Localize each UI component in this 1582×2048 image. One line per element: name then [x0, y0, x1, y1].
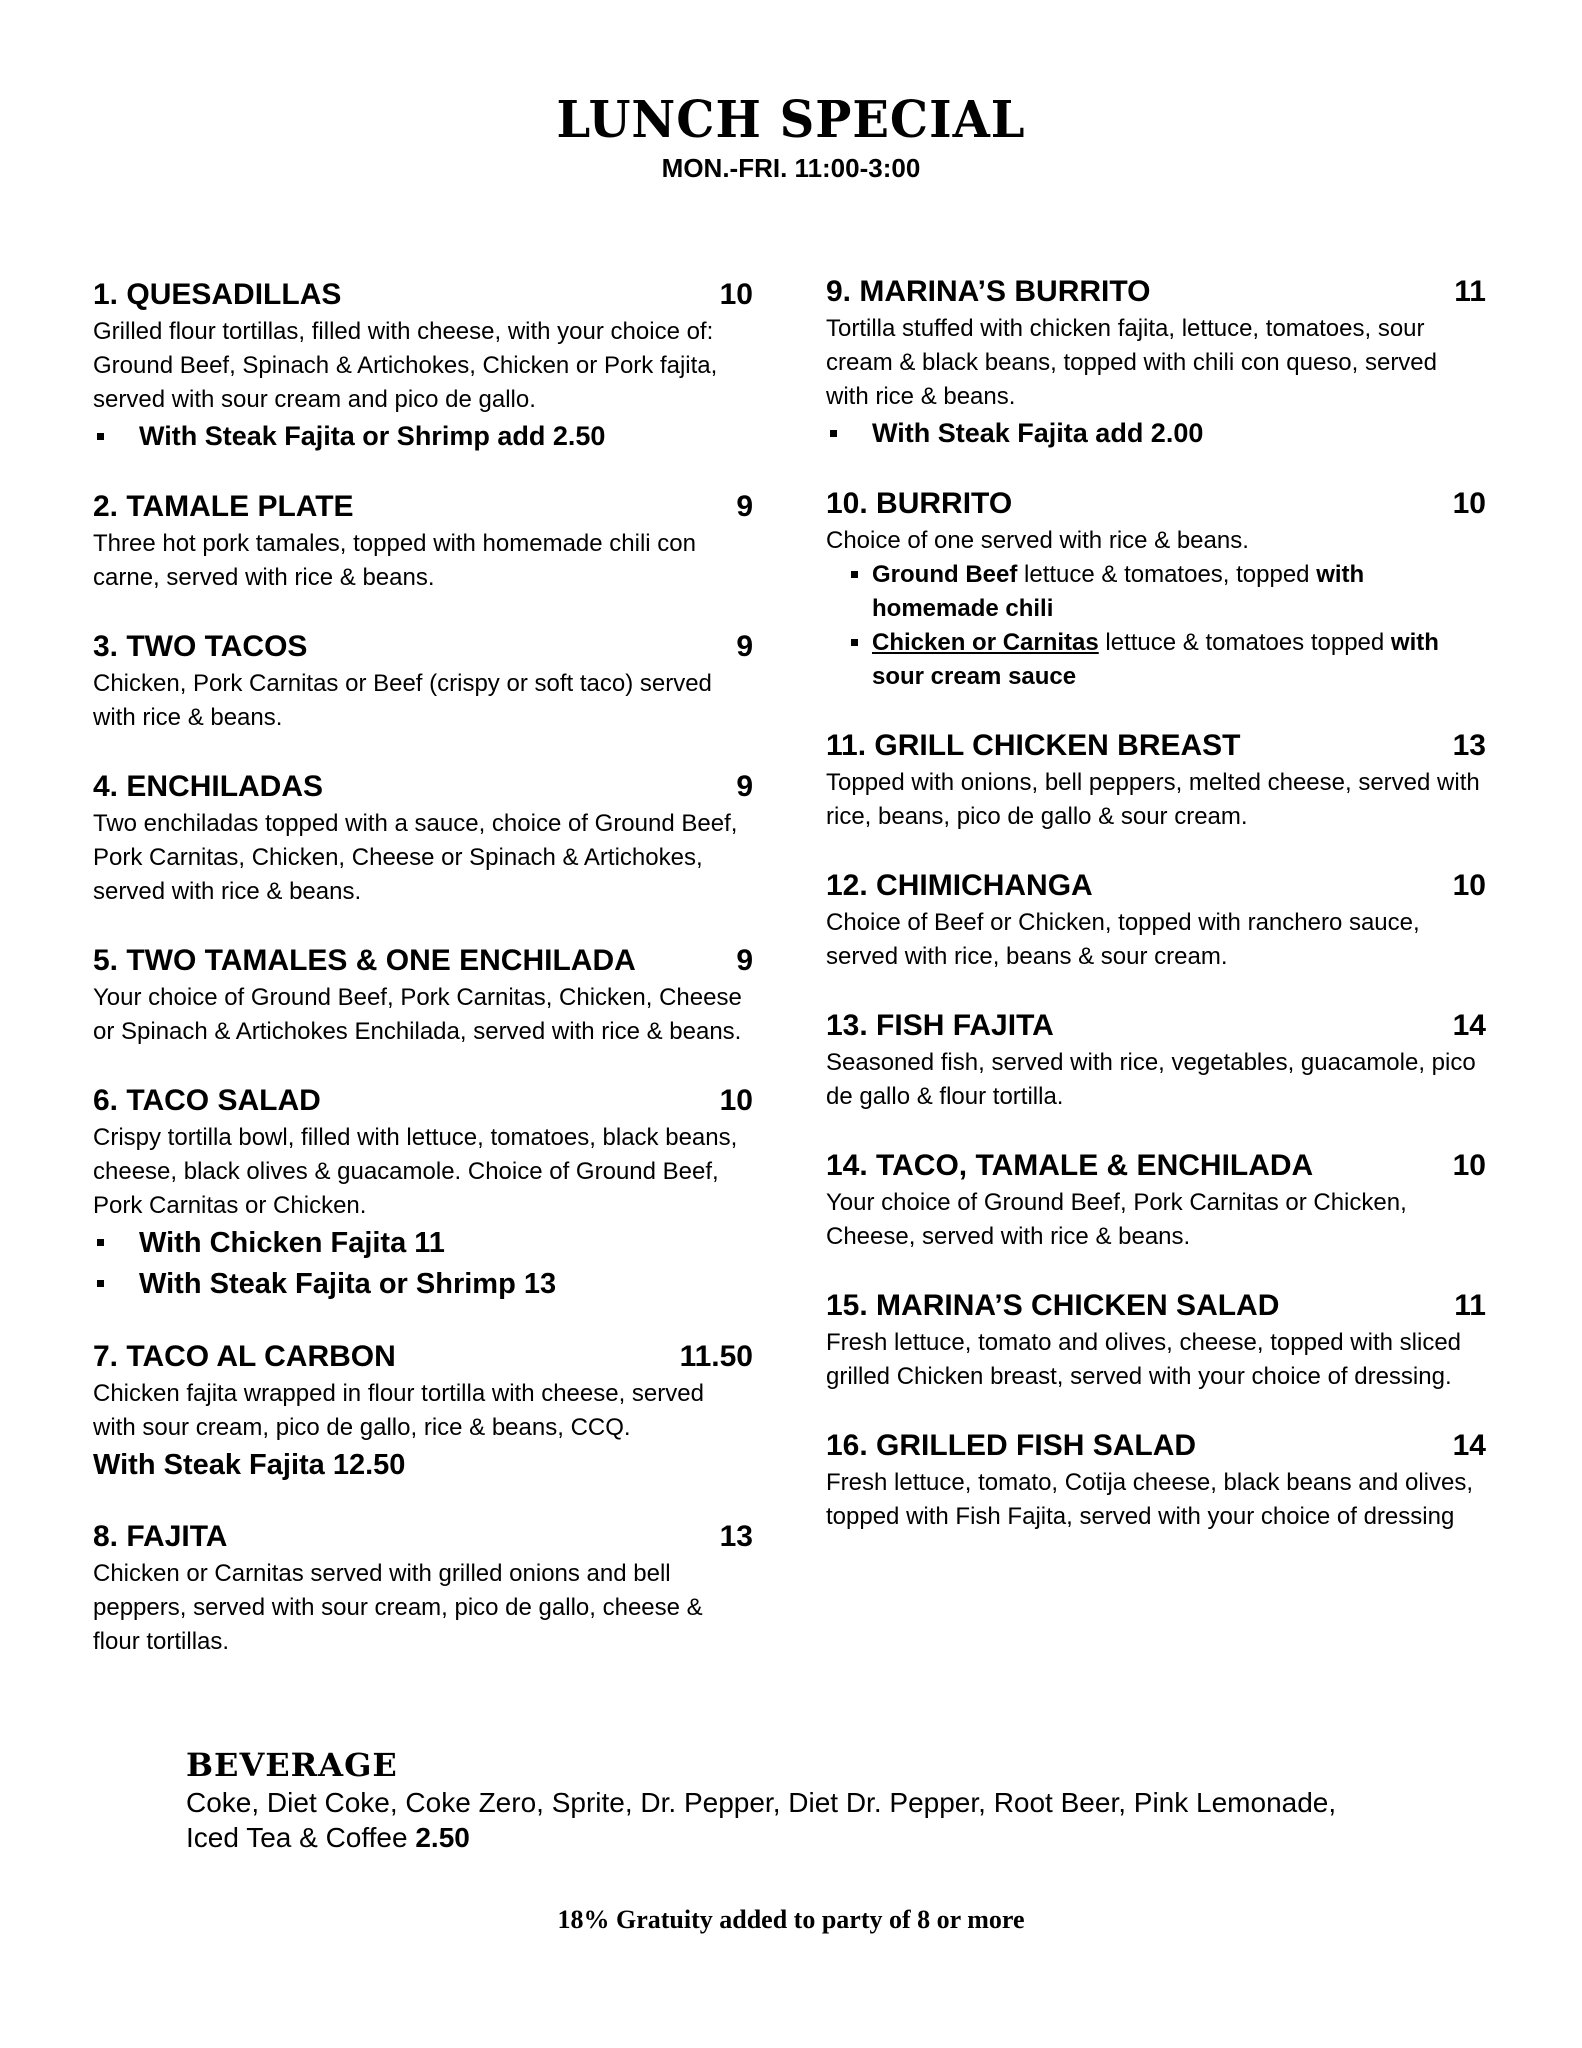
addon-item: With Steak Fajita or Shrimp add 2.50: [93, 417, 753, 455]
menu-item: [93, 1081, 753, 1305]
left-menu-column: [93, 275, 753, 1691]
beverage-title: BEVERAGE: [186, 1746, 398, 1784]
menu-item-price: 10: [719, 278, 753, 311]
menu-item: [93, 941, 753, 1049]
option-toppings: lettuce & tomatoes, topped: [1017, 561, 1317, 588]
menu-item-name: 13. FISH FAJITA: [826, 1009, 1054, 1042]
addon-list: [93, 417, 753, 455]
menu-item-name: 9. MARINA’S BURRITO: [826, 275, 1151, 308]
menu-item-header: [826, 1286, 1486, 1326]
menu-item-description: Fresh lettuce, tomato, Cotija cheese, black beans and olives, topped with Fish Fajita, served with your choice of dressing: [826, 1469, 1474, 1530]
beverage-list: [186, 1785, 1386, 1855]
menu-item-description: Chicken fajita wrapped in flour tortilla with cheese, served with sour cream, pico de gallo, rice & beans, CCQ.: [93, 1380, 704, 1441]
menu-item-header: [826, 726, 1486, 766]
menu-item-description: Chicken, Pork Carnitas or Beef (crispy or soft taco) served with rice & beans.: [93, 670, 712, 731]
menu-item-price: 11: [1454, 1289, 1486, 1322]
menu-item: [826, 1426, 1486, 1534]
menu-item-name: 12. CHIMICHANGA: [826, 869, 1093, 902]
menu-item: [93, 767, 753, 909]
beverage-price: 2.50: [415, 1822, 470, 1853]
menu-item-price: 10: [719, 1084, 753, 1117]
menu-item-description: Tortilla stuffed with chicken fajita, lettuce, tomatoes, sour cream & black beans, topped with chili con queso, served with rice & beans.: [826, 315, 1438, 410]
addon-item: With Chicken Fajita 11: [93, 1223, 753, 1264]
menu-item-header: [93, 275, 753, 315]
menu-item-header: [93, 1337, 753, 1377]
menu-item-name: 5. TWO TAMALES & ONE ENCHILADA: [93, 944, 636, 977]
menu-item-description: Choice of one served with rice & beans.: [826, 527, 1249, 554]
menu-item-name: 15. MARINA’S CHICKEN SALAD: [826, 1289, 1280, 1322]
menu-item-price: 11.50: [679, 1340, 753, 1373]
right-menu-column: [826, 272, 1486, 1566]
beverage-section: [186, 1745, 1386, 1855]
menu-item-description: Seasoned fish, served with rice, vegetables, guacamole, pico de gallo & flour tortilla.: [826, 1049, 1476, 1110]
addon-list: [93, 1223, 753, 1305]
menu-item-name: 10. BURRITO: [826, 487, 1013, 520]
hours-subtitle: MON.-FRI. 11:00-3:00: [661, 153, 921, 183]
menu-item-header: [93, 767, 753, 807]
option-sauce: with homemade chili: [872, 561, 1365, 622]
menu-item: [826, 1146, 1486, 1254]
option-sauce: with sour cream sauce: [872, 629, 1439, 690]
menu-item: [93, 1337, 753, 1485]
menu-item-price: 9: [736, 490, 753, 523]
burrito-option: [826, 558, 1486, 626]
menu-item-description: Your choice of Ground Beef, Pork Carnitas, Chicken, Cheese or Spinach & Artichokes Enchilada, served with rice & beans.: [93, 984, 742, 1045]
menu-item-price: 14: [1452, 1429, 1486, 1462]
menu-item-name: 2. TAMALE PLATE: [93, 490, 354, 523]
menu-item-description: Chicken or Carnitas served with grilled onions and bell peppers, served with sour cream, pico de gallo, cheese & flour tortillas.: [93, 1560, 703, 1655]
menu-item-price: 10: [1452, 869, 1486, 902]
menu-item-price: 11: [1454, 275, 1486, 308]
menu-item-description: Fresh lettuce, tomato and olives, cheese, topped with sliced grilled Chicken breast, served with your choice of dressing.: [826, 1329, 1462, 1390]
menu-item: [93, 1517, 753, 1659]
menu-item-description: Three hot pork tamales, topped with homemade chili con carne, served with rice & beans.: [93, 530, 696, 591]
menu-item: [93, 487, 753, 595]
menu-item: [826, 1006, 1486, 1114]
menu-item: [826, 272, 1486, 452]
menu-item-header: [93, 487, 753, 527]
menu-item-header: [93, 627, 753, 667]
menu-item-description: Grilled flour tortillas, filled with cheese, with your choice of: Ground Beef, Spinach & Artichokes, Chicken or Pork fajita, served with sour cream and pico de gallo.: [93, 318, 718, 413]
menu-item-price: 9: [736, 630, 753, 663]
menu-item: [93, 627, 753, 735]
menu-item-header: [826, 866, 1486, 906]
addon-item: With Steak Fajita add 2.00: [826, 414, 1486, 452]
menu-item-price: 9: [736, 770, 753, 803]
menu-item-header: [826, 1426, 1486, 1466]
beverage-items: Coke, Diet Coke, Coke Zero, Sprite, Dr. Pepper, Diet Dr. Pepper, Root Beer, Pink Lemonade, Iced Tea & Coffee: [186, 1787, 1337, 1853]
menu-item: [826, 726, 1486, 834]
menu-item-description: Topped with onions, bell peppers, melted cheese, served with rice, beans, pico de gallo & sour cream.: [826, 769, 1480, 830]
menu-item-name: 11. GRILL CHICKEN BREAST: [826, 729, 1241, 762]
menu-item-header: [93, 1081, 753, 1121]
menu-item: [93, 275, 753, 455]
menu-item-price: 10: [1452, 1149, 1486, 1182]
addon-item: With Steak Fajita or Shrimp 13: [93, 1264, 753, 1305]
menu-item: [826, 484, 1486, 694]
menu-item-price: 13: [1452, 729, 1486, 762]
menu-item-name: 6. TACO SALAD: [93, 1084, 321, 1117]
menu-item: [826, 866, 1486, 974]
menu-item-price: 13: [719, 1520, 753, 1553]
addon-list: [826, 414, 1486, 452]
menu-item-header: [826, 272, 1486, 312]
menu-item-header: [826, 1006, 1486, 1046]
menu-item: [826, 1286, 1486, 1394]
menu-item-name: 8. FAJITA: [93, 1520, 228, 1553]
menu-item-name: 7. TACO AL CARBON: [93, 1340, 396, 1373]
menu-item-description: Choice of Beef or Chicken, topped with ranchero sauce, served with rice, beans & sour cream.: [826, 909, 1420, 970]
menu-item-name: 16. GRILLED FISH SALAD: [826, 1429, 1197, 1462]
menu-item-name: 4. ENCHILADAS: [93, 770, 324, 803]
menu-item-price: 14: [1452, 1009, 1486, 1042]
menu-item-description: Two enchiladas topped with a sauce, choice of Ground Beef, Pork Carnitas, Chicken, Cheese or Spinach & Artichokes, served with rice & beans.: [93, 810, 738, 905]
menu-item-name: 14. TACO, TAMALE & ENCHILADA: [826, 1149, 1314, 1182]
page-title: LUNCH SPECIAL: [556, 90, 1026, 150]
option-toppings: lettuce & tomatoes topped: [1098, 629, 1391, 656]
menu-item-extra: With Steak Fajita 12.50: [93, 1449, 406, 1481]
menu-item-name: 1. QUESADILLAS: [93, 278, 342, 311]
menu-item-header: [93, 1517, 753, 1557]
menu-item-header: [93, 941, 753, 981]
menu-item-price: 9: [736, 944, 753, 977]
gratuity-note: 18% Gratuity added to party of 8 or more: [557, 1905, 1025, 1934]
menu-item-header: [826, 1146, 1486, 1186]
burrito-option: [826, 626, 1486, 694]
option-filling: Ground Beef: [872, 561, 1018, 588]
menu-item-price: 10: [1452, 487, 1486, 520]
menu-item-name: 3. TWO TACOS: [93, 630, 308, 663]
option-filling: Chicken or Carnitas: [872, 629, 1099, 656]
menu-item-header: [826, 484, 1486, 524]
menu-item-description: Crispy tortilla bowl, filled with lettuce, tomatoes, black beans, cheese, black olives & guacamole. Choice of Ground Beef, Pork Carnitas or Chicken.: [93, 1124, 738, 1219]
menu-item-description: Your choice of Ground Beef, Pork Carnitas or Chicken, Cheese, served with rice & beans.: [826, 1189, 1407, 1250]
burrito-options: [826, 558, 1486, 694]
